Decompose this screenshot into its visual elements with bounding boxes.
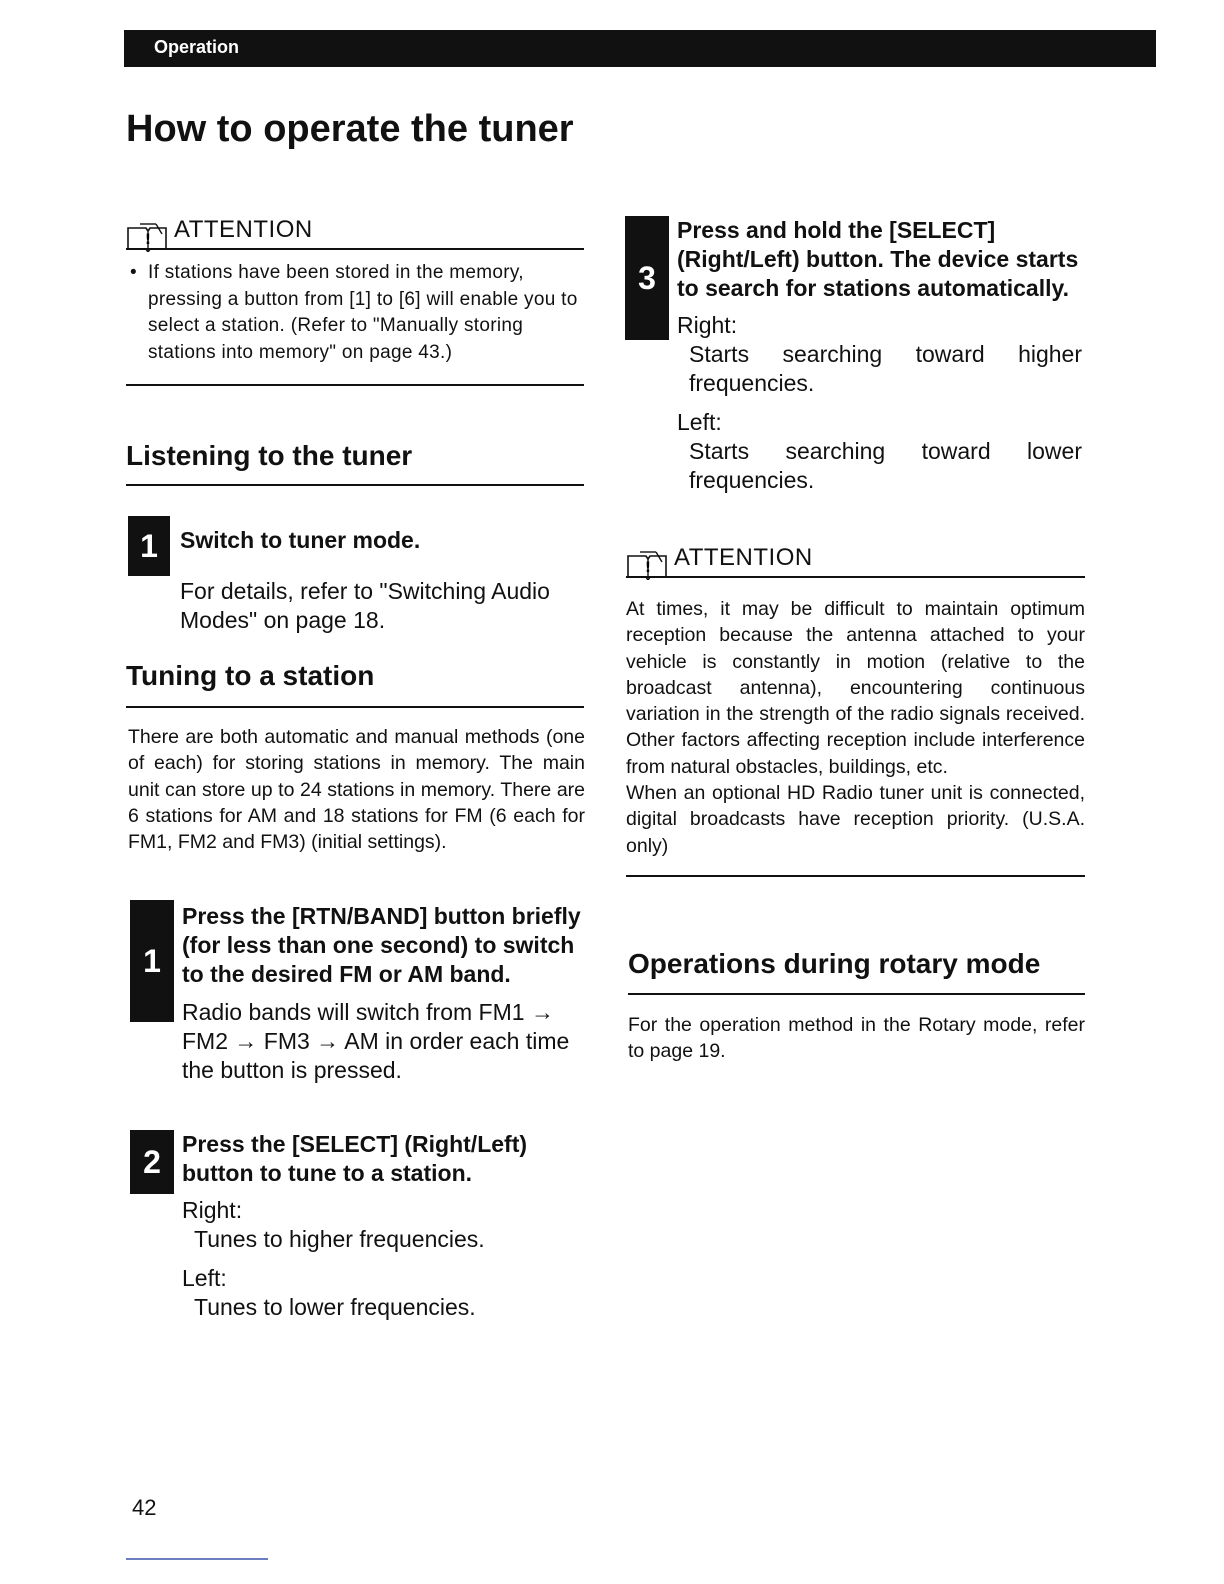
- section-listening: [126, 440, 584, 486]
- bullet: •: [130, 262, 137, 283]
- direction-right-label: Right:: [182, 1197, 243, 1223]
- direction-left-label: Left:: [677, 409, 722, 435]
- step-body: Radio bands will switch from FM1 → FM2 → FM3 → AM in order each time the button is pressed.: [182, 999, 570, 1083]
- step-number-badge: 1: [128, 516, 170, 576]
- attention-text-hd-radio: When an optional HD Radio tuner unit is connected, digital broadcasts have reception priority. (U.S.A. only): [626, 782, 1085, 857]
- attention-text: At times, it may be difficult to maintain optimum reception because the antenna attached to your vehicle is constantly in motion (relative to the broadcast antenna), encountering continuous variation in the strength of the radio signals received. Other factors affecting reception include interference from natural obstacles, buildings, etc.: [626, 598, 1085, 778]
- section-heading-rotary: Operations during rotary mode: [628, 948, 1041, 979]
- page-title: How to operate the tuner: [126, 108, 574, 150]
- step-rtn-band: [130, 900, 588, 1085]
- footer-rule: [126, 1558, 268, 1560]
- step-title: Switch to tuner mode.: [180, 527, 421, 553]
- step-body: For details, refer to "Switching Audio Modes" on page 18.: [180, 578, 550, 633]
- attention-text: If stations have been stored in the memory, pressing a button from [1] to [6] will enable you to select a station. (Refer to "Manually storing stations into memory" on page 43.): [148, 262, 578, 363]
- step-title: Press the [SELECT] (Right/Left) button to tune to a station.: [182, 1131, 528, 1186]
- section-heading-listening: Listening to the tuner: [126, 440, 413, 471]
- step-number-badge: 1: [130, 900, 174, 1022]
- page-number: 42: [132, 1495, 157, 1520]
- attention-book-icon: [626, 550, 670, 580]
- section-heading-tuning: Tuning to a station: [126, 660, 375, 691]
- step-number-badge: 2: [130, 1130, 174, 1194]
- direction-right-desc: Tunes to higher frequencies.: [194, 1226, 485, 1252]
- step-title: Press the [RTN/BAND] button briefly (for less than one second) to switch to the desired FM or AM band.: [182, 903, 581, 987]
- section-label: Operation: [154, 37, 240, 57]
- attention-box-1: [126, 216, 584, 386]
- svg-text:!: !: [144, 232, 152, 248]
- header-bar: [124, 30, 1156, 67]
- direction-right-label: Right:: [677, 312, 738, 338]
- direction-left-desc: Tunes to lower frequencies.: [194, 1294, 476, 1320]
- section-rotary: [628, 948, 1085, 995]
- attention-title: ATTENTION: [674, 544, 813, 571]
- attention-title: ATTENTION: [174, 216, 313, 243]
- svg-text:!: !: [644, 560, 652, 576]
- section-tuning: [126, 660, 584, 708]
- rotary-body: For the operation method in the Rotary mode, refer to page 19.: [628, 1014, 1085, 1063]
- direction-left-desc: Starts searching toward lower frequencies.: [689, 438, 1082, 493]
- direction-left-label: Left:: [182, 1265, 227, 1291]
- tuning-intro: There are both automatic and manual methods (one of each) for storing stations in memory. The main unit can store up to 24 stations in memory. There are 6 stations for AM and 18 stations for FM (6 each for FM1, FM2 and FM3) (initial settings).: [128, 726, 585, 854]
- attention-box-2: [626, 544, 1085, 877]
- step-number-badge: 3: [625, 216, 669, 340]
- step-switch-mode: [128, 516, 588, 635]
- step-select-tune: [130, 1130, 588, 1322]
- direction-right-desc: Starts searching toward higher frequencies.: [689, 341, 1082, 396]
- step-title: Press and hold the [SELECT] (Right/Left) button. The device starts to search for stations automatically.: [677, 217, 1079, 301]
- attention-book-icon: [126, 222, 170, 252]
- step-auto-search: [625, 216, 1085, 495]
